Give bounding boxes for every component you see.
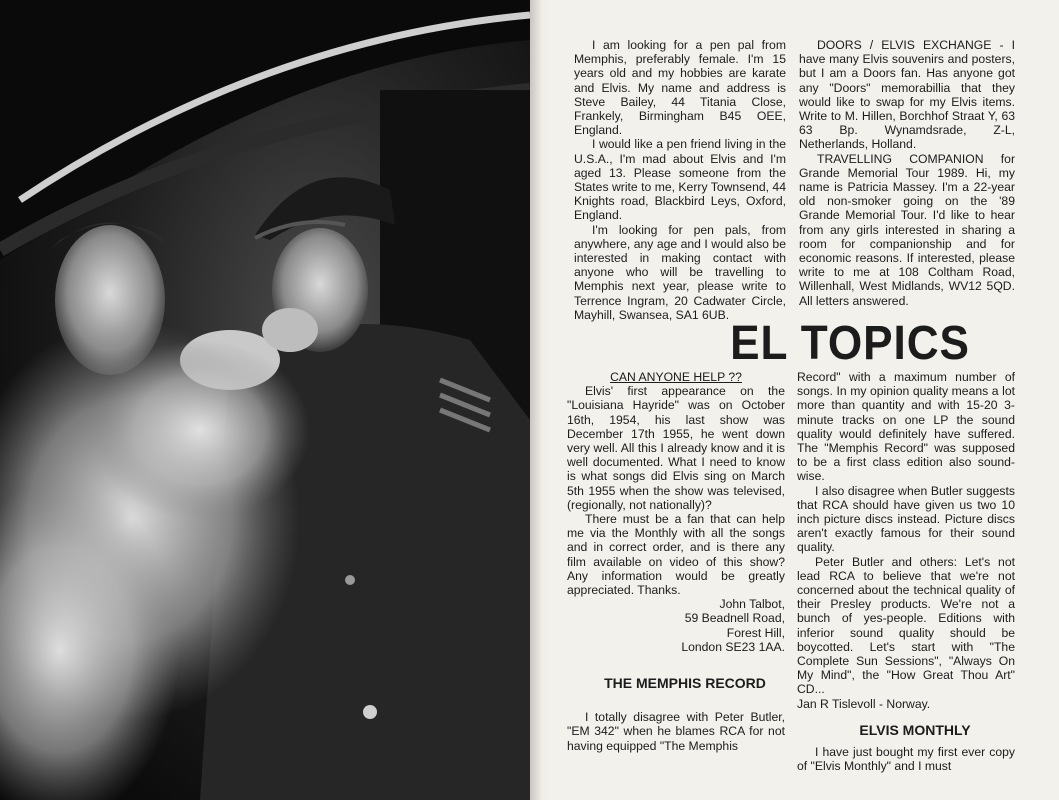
hayride-question: Elvis' first appearance on the "Louisiana Hayride" was on October 16th, 1954, his last show was December 17th 1955, he went down very well. All this I already know and it is well documented. What I need to know is what songs did Elvis sing on March 5th 1955 when the show was televised, (regionally, not nationally)? bbox=[567, 384, 785, 512]
letter-terrence-ingram: I'm looking for pen pals, from anywhere, any age and I would also be interested in making contact with anyone who will be travelling to Memphis next year, please write to Terrence Ingram, 20 Cadwater Circle, Mayhill, Swansea, SA1 6UB. bbox=[574, 222, 786, 322]
letter-kerry-townsend: I would like a pen friend living in the U.S.A., I'm mad about Elvis and I'm aged 13. Please someone from the States write to me, Kerry Townsend, 44 Knights road, Blackbird Leys, Oxford, England. bbox=[574, 137, 786, 223]
pen-pals-column-2 bbox=[799, 38, 1015, 308]
signature-line: Forest Hill, bbox=[726, 625, 785, 640]
pen-pals-column-1 bbox=[574, 38, 786, 322]
hayride-request: There must be a fan that can help me via the Monthly with all the songs and in correct order, and is there any film available on video of this show? Any information would be greatly appreciated. Thanks. bbox=[567, 512, 785, 598]
elvis-monthly-start: I have just bought my first ever copy of "Elvis Monthly" and I must bbox=[797, 745, 1015, 774]
page-gutter bbox=[530, 0, 550, 800]
memphis-record-start: I totally disagree with Peter Butler, "EM 342" when he blames RCA for not having equipped "The Memphis bbox=[567, 710, 785, 753]
letter-steve-bailey: I am looking for a pen pal from Memphis, preferably female. I'm 15 years old and my hobbies are karate and Elvis. My name and address is Steve Bailey, 44 Titania Close, Frankely, Birmingham B45 OEE, England. bbox=[574, 38, 786, 138]
travelling-companion: TRAVELLING COMPANION for Grande Memorial Tour 1989. Hi, my name is Patricia Massey. I'm a 22-year old non-smoker going on the '89 Grande Memorial Tour. I'd like to hear from any girls interested in sharing a room for companionship and for economic reasons. If interested, please write to me at 108 Coltham Road, Willenhall, West Midlands, WV12 5QD. All letters answered. bbox=[799, 151, 1015, 308]
doors-elvis-exchange: DOORS / ELVIS EXCHANGE - I have many Elvis souvenirs and posters, but I am a Doors fan. Has anyone got any "Doors" memorabillia that they would like to swap for my Elvis items. Write to M. Hillen, Borchhof Straat Y, 63 63 Bp. Wynamdsrade, Z-L, Netherlands, Holland. bbox=[799, 38, 1015, 152]
elvis-monthly-heading: ELVIS MONTHLY bbox=[859, 721, 971, 738]
picture-discs-para: I also disagree when Butler suggests that RCA should have given us two 10 inch picture discs instead. Picture discs aren't exactly famous for their sound quality. bbox=[797, 483, 1015, 555]
signoff-tislevoll: Jan R Tislevoll - Norway. bbox=[797, 696, 931, 711]
signature-line: London SE23 1AA. bbox=[681, 639, 785, 654]
signature-line: John Talbot, bbox=[719, 597, 785, 612]
signature-line: 59 Beadnell Road, bbox=[684, 611, 785, 626]
section-title: EL TOPICS bbox=[730, 317, 970, 370]
topics-column-2 bbox=[797, 370, 1015, 773]
butler-reply-para: Peter Butler and others: Let's not lead RCA to believe that we're not concerned about the technical quality of their Presley products. We're not a bunch of yes-people. Editions with inferior sound quality should be boycotted. Let's start with "The Complete Sun Sessions", "Always On My Mind", the "How Great Thou Art" CD... bbox=[797, 554, 1015, 697]
can-anyone-help-heading: CAN ANYONE HELP ?? bbox=[610, 370, 742, 384]
topics-column-1 bbox=[567, 370, 785, 753]
right-page bbox=[550, 0, 1059, 800]
memphis-record-heading: THE MEMPHIS RECORD bbox=[604, 675, 766, 692]
memphis-record-continued: Record" with a maximum number of songs. In my opinion quality means a lot more than quantity and with 15-20 3-minute tracks on one LP the sound quality would definitely have suffered. The "Memphis Record" was supposed to be a first class edition also sound-wise. bbox=[797, 370, 1015, 484]
